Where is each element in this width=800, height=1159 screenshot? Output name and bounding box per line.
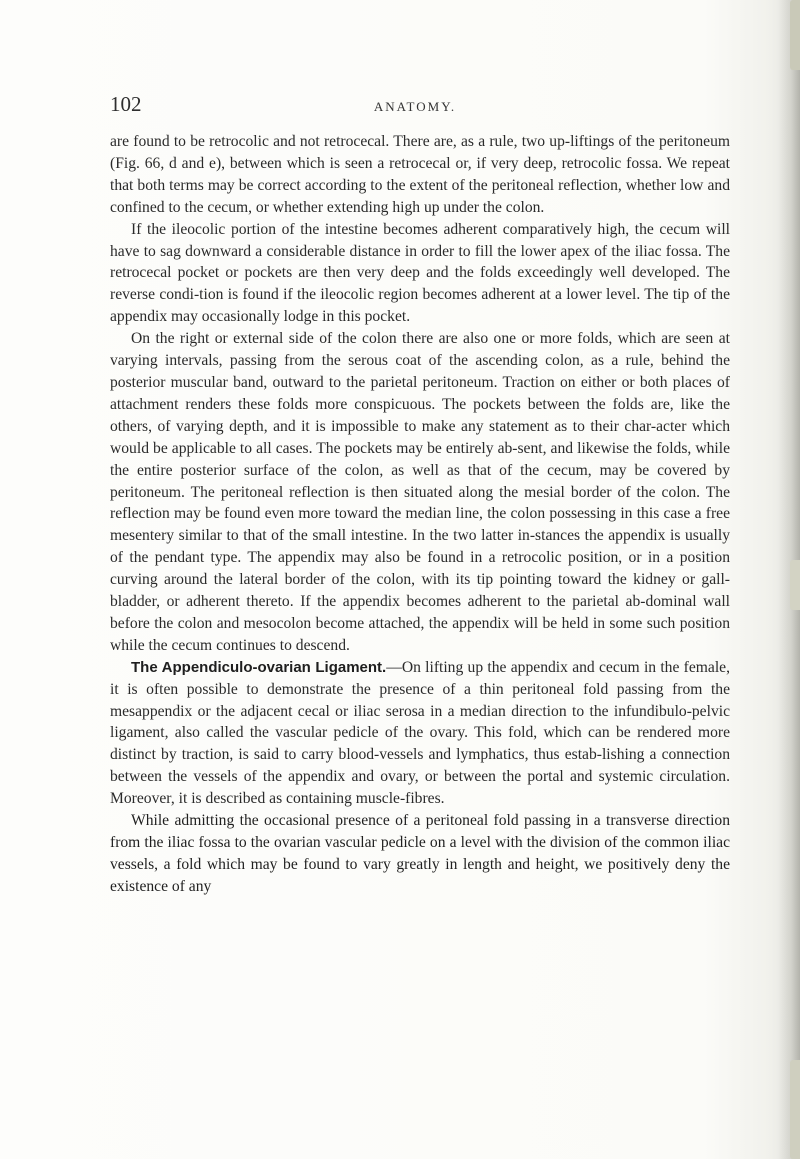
section-text: —On lifting up the appendix and cecum in the female, it is often possible to demonstrate the presence of a thin peritoneal fold passing from the mesappendix or the adjacent cecal or iliac serosa in a median direction to the infundibulo-pelvic ligament, also called the vascular pedicle of the ovary. This fold, which can be rendered more distinct by traction, is said to carry blood-vessels and lymphatics, thus estab-lishing a connection between the vessels of the appendix and ovary, or between the portal and systemic circulation. Moreover, it is described as containing muscle-fibres. xyxy=(110,658,730,808)
page-edge-tab xyxy=(790,1060,800,1159)
paragraph: While admitting the occasional presence of a peritoneal fold passing in a transverse direction from the iliac fossa to the ovarian vascular pedicle on a level with the division of the common iliac vessels, a fold which may be found to vary greatly in length and height, we positively deny the existence of any xyxy=(110,812,730,895)
paragraph: If the ileocolic portion of the intestine becomes adherent comparatively high, the cecum will have to sag downward a considerable distance in order to fill the lower apex of the iliac fossa. The retrocecal pocket or pockets are then very deep and the folds exceedingly well developed. The reverse condi-tion is found if the ileocolic region becomes adherent at a lower level. The tip of the appendix may occasionally lodge in this pocket. xyxy=(110,220,730,326)
section-paragraph xyxy=(110,657,730,810)
page-edge-tab xyxy=(790,0,800,70)
body-text xyxy=(110,131,730,898)
page-header xyxy=(110,92,720,122)
paragraph: are found to be retrocolic and not retrocecal. There are, as a rule, two up-liftings of the peritoneum (Fig. 66, d and e), between which is seen a retrocecal or, if very deep, retrocolic fossa. We repeat that both terms may be correct according to the extent of the peritoneal reflection, whether low and confined to the cecum, or whether extending high up under the colon. xyxy=(110,133,730,216)
paragraph: On the right or external side of the colon there are also one or more folds, which are seen at varying intervals, passing from the serous coat of the ascending colon, as a rule, behind the posterior muscular band, outward to the parietal peritoneum. Traction on either or both places of attachment renders these folds more conspicuous. The pockets between the folds are, like the others, of varying depth, and it is impossible to make any statement as to their char-acter which would be applicable to all cases. The pockets may be entirely ab-sent, and likewise the folds, while the entire posterior surface of the colon, as well as that of the cecum, may be covered by peritoneum. The peritoneal reflection is then situated along the mesial border of the colon. The reflection may be found even more toward the median line, the colon possessing in this case a free mesentery similar to that of the small intestine. In the two latter in-stances the appendix is usually of the pendant type. The appendix may also be found in a retrocolic position, or in a position curving around the lateral border of the colon, with its tip pointing toward the kidney or gall-bladder, or adherent thereto. If the appendix becomes adherent to the parietal ab-dominal wall before the colon and mesocolon become attached, the appendix will be held in some such position while the cecum continues to descend. xyxy=(110,330,730,654)
section-heading: The Appendiculo-ovarian Ligament. xyxy=(131,658,387,676)
page-edge-tab xyxy=(790,560,800,610)
page-number: 102 xyxy=(110,92,142,116)
running-head: ANATOMY. xyxy=(373,99,457,114)
